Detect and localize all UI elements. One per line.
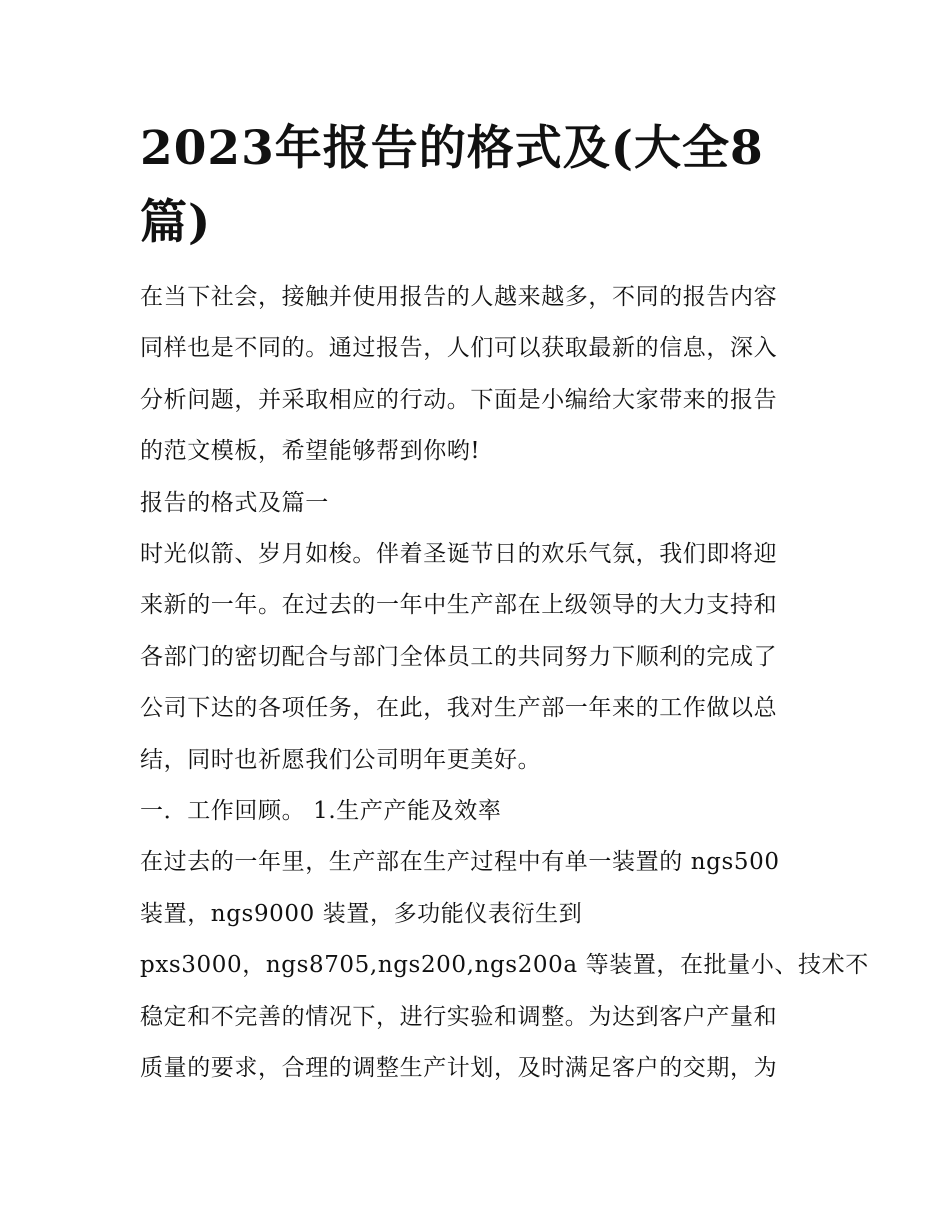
body-line: 来新的一年。在过去的一年中生产部在上级领导的大力支持和 bbox=[140, 592, 778, 619]
body-line: 在过去的一年里，生产部在生产过程中有单一装置的 ngs500 bbox=[140, 849, 780, 876]
section-heading: 报告的格式及篇一 bbox=[140, 489, 329, 516]
document-page bbox=[140, 112, 869, 1095]
body-line: 的范文模板，希望能够帮到你哟! bbox=[140, 438, 481, 465]
body-line: 质量的要求，合理的调整生产计划，及时满足客户的交期，为 bbox=[140, 1055, 778, 1082]
body-line: 公司下达的各项任务，在此，我对生产部一年来的工作做以总 bbox=[140, 695, 778, 722]
body-line: 稳定和不完善的情况下，进行实验和调整。为达到客户产量和 bbox=[140, 1003, 778, 1030]
title-line: 篇) bbox=[140, 195, 212, 250]
subsection-heading: 一．工作回顾。 1.生产产能及效率 bbox=[140, 798, 502, 825]
body-line: pxs3000，ngs8705,ngs200,ngs200a 等装置，在批量小、技术不 bbox=[140, 952, 869, 979]
body-line: 结，同时也祈愿我们公司明年更美好。 bbox=[140, 746, 542, 773]
body-line: 各部门的密切配合与部门全体员工的共同努力下顺利的完成了 bbox=[140, 643, 778, 670]
body-line: 时光似箭、岁月如梭。伴着圣诞节日的欢乐气氛，我们即将迎 bbox=[140, 541, 778, 568]
body-line: 在当下社会，接触并使用报告的人越来越多，不同的报告内容 bbox=[140, 284, 778, 310]
document-title bbox=[140, 112, 820, 260]
document-body bbox=[140, 272, 869, 1095]
body-line: 同样也是不同的。通过报告，人们可以获取最新的信息，深入 bbox=[140, 335, 778, 362]
body-line: 分析问题，并采取相应的行动。下面是小编给大家带来的报告 bbox=[140, 386, 778, 413]
title-line: 2023年报告的格式及(大全8 bbox=[140, 121, 764, 176]
body-line: 装置，ngs9000 装置，多功能仪表衍生到 bbox=[140, 900, 583, 927]
